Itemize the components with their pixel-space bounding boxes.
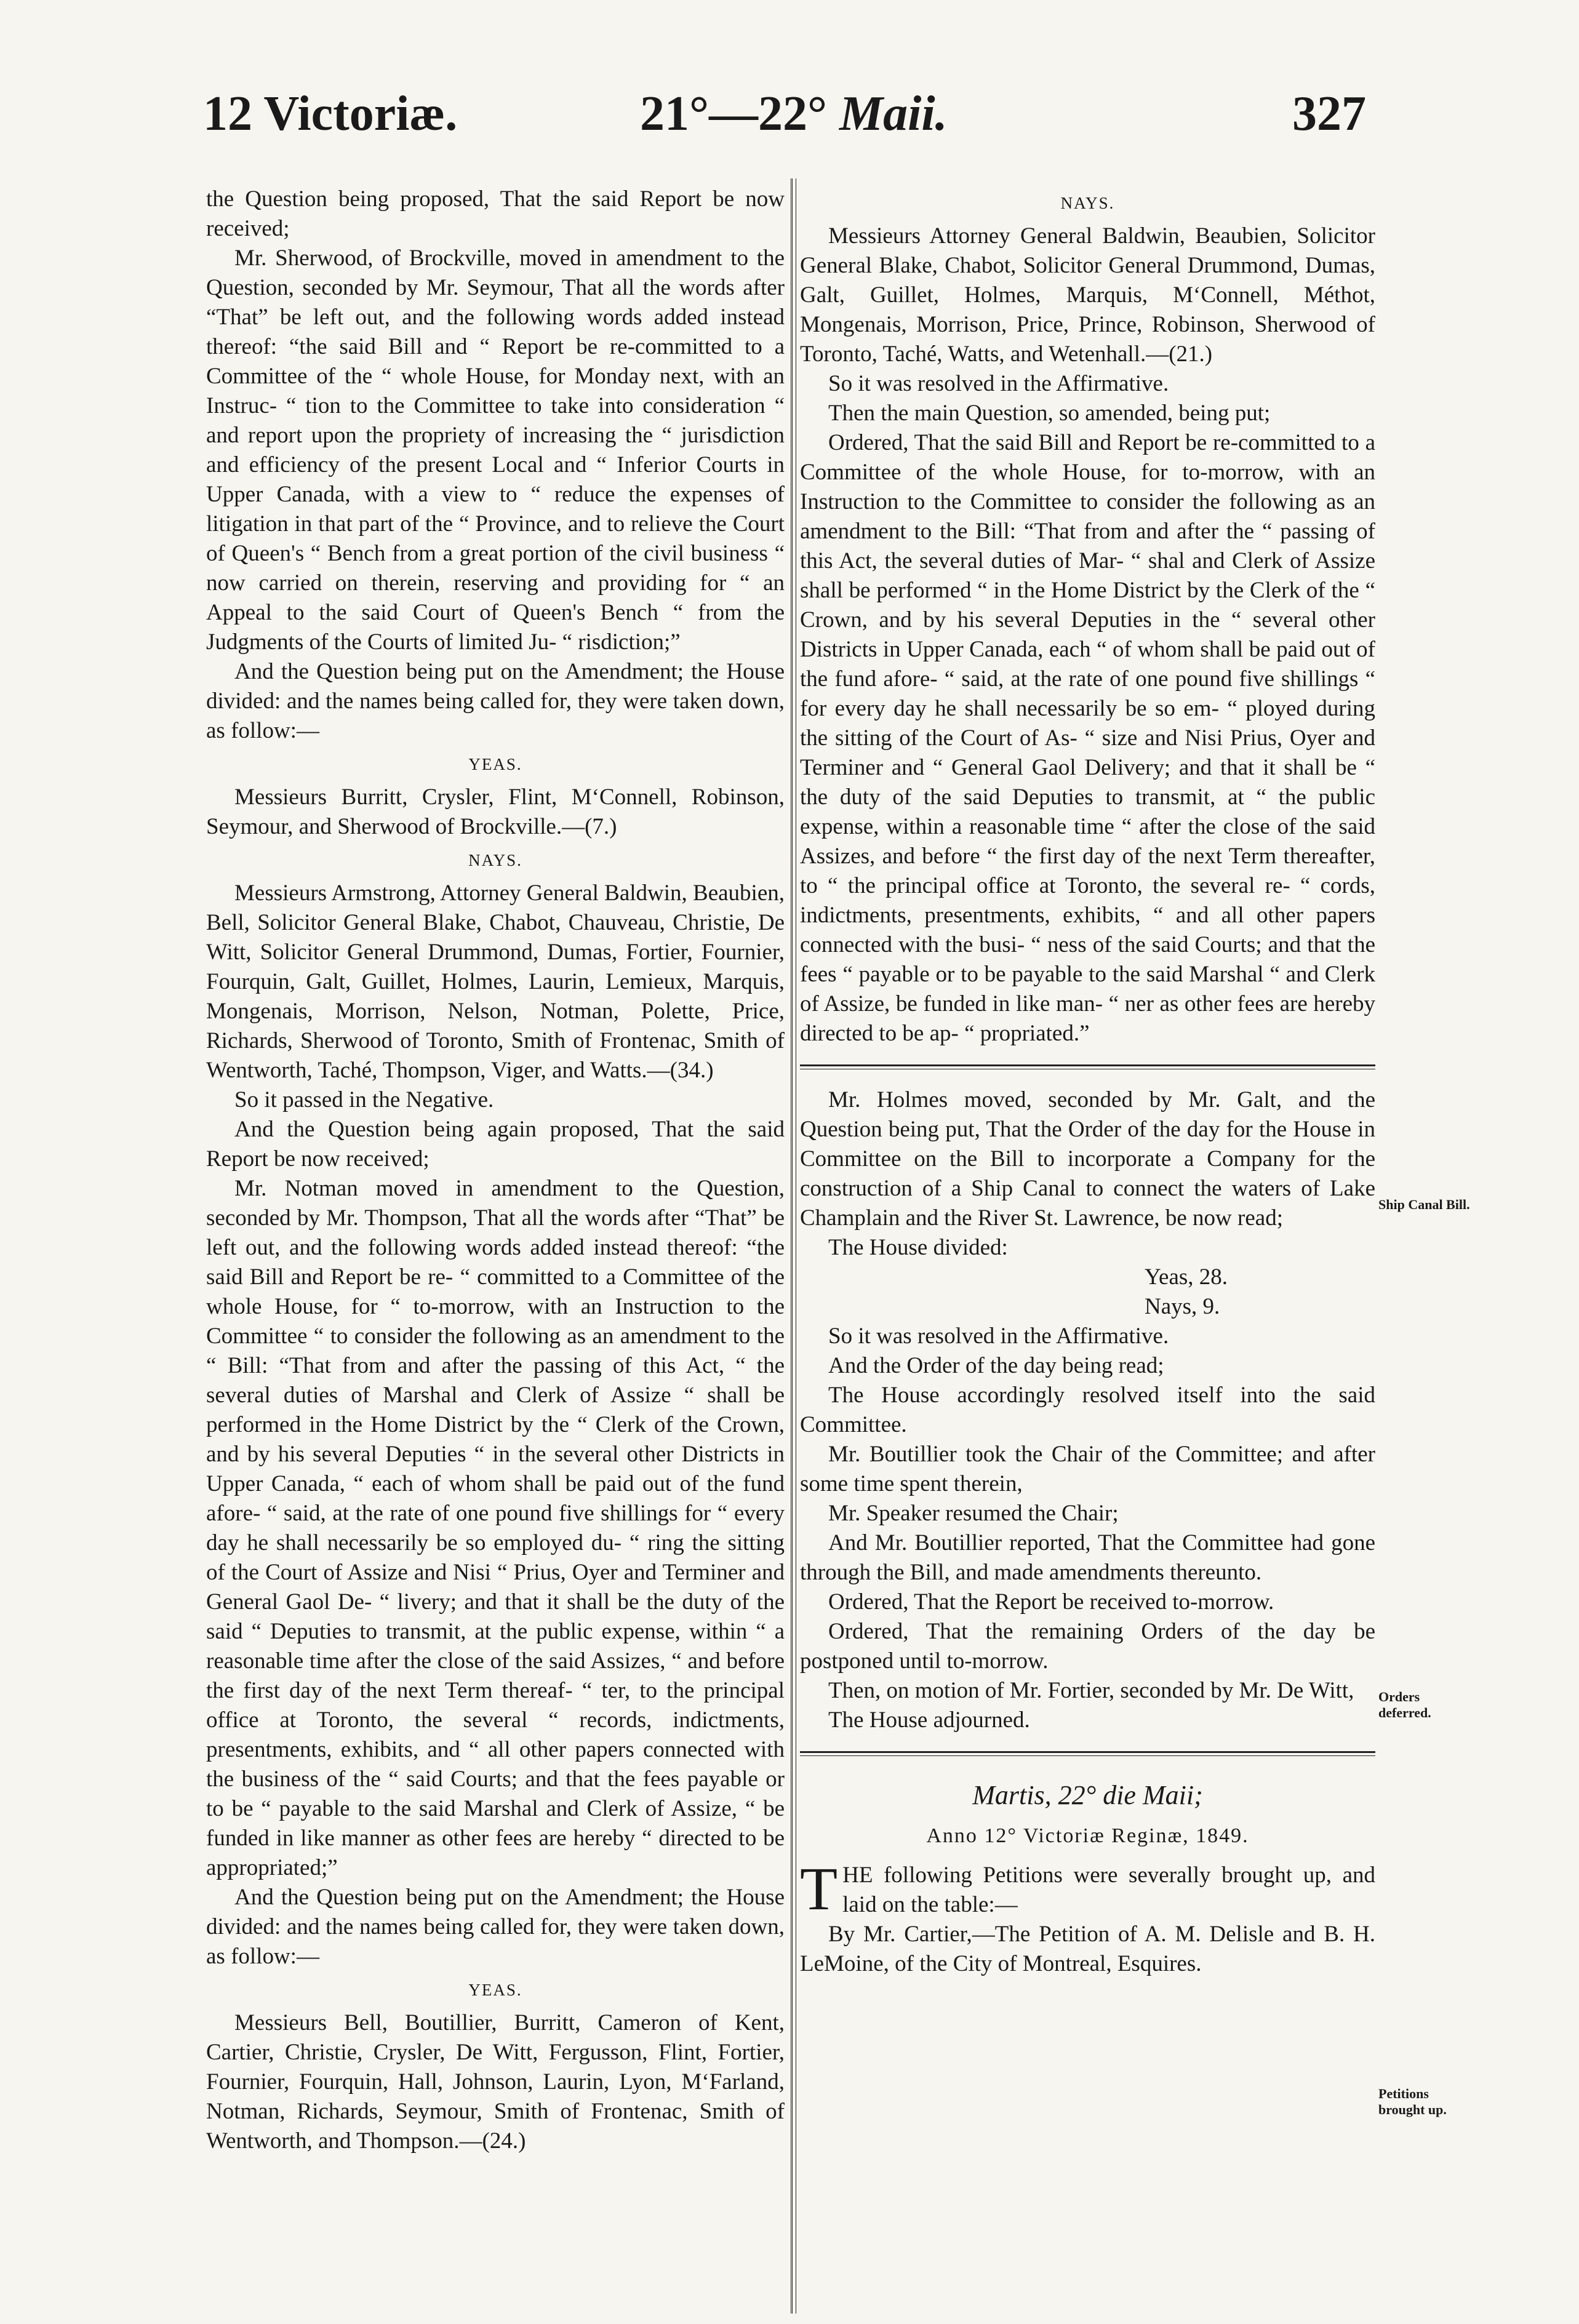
paragraph: Then the main Question, so amended, being put; bbox=[828, 401, 1271, 426]
paragraph: So it was resolved in the Affirmative. bbox=[828, 1324, 1169, 1349]
paragraph: Mr. Speaker resumed the Chair; bbox=[828, 1501, 1119, 1526]
page-header bbox=[203, 86, 1366, 154]
paragraph: The House adjourned. bbox=[828, 1707, 1030, 1733]
right-column bbox=[800, 185, 1375, 1979]
paragraph: By Mr. Cartier,—The Petition of A. M. Delisle and B. H. LeMoine, of the City of Montreal, Esquires. bbox=[800, 1922, 1375, 1976]
nays-heading: NAYS. bbox=[468, 851, 522, 869]
margin-note-orders-deferred: Orders deferred. bbox=[1378, 1689, 1431, 1720]
column-divider bbox=[791, 178, 796, 2314]
anno-heading: Anno 12° Victoriæ Reginæ, 1849. bbox=[926, 1824, 1249, 1847]
paragraph: Mr. Holmes moved, seconded by Mr. Galt, and the Question being put, That the Order of the day for the House in Committee on the Bill to incorporate a Company for the construction of a Ship Canal to connect the waters of Lake Champlain and the River St. Lawrence, be now read; bbox=[800, 1087, 1375, 1231]
paragraph: So it was resolved in the Affirmative. bbox=[828, 371, 1169, 396]
paragraph: Ordered, That the said Bill and Report be re-committed to a Committee of the whole House, for to-morrow, with an Instruction to the Committee to consider the following as an amendment to the Bill: “That from and after the “ passing of this Act, the several duties of Mar- “ shal and Clerk of Assize shall be performed “ in the Home District by the Clerk of the “ Crown, and by his several Deputies in the “ several other Districts in Upper Canada, each “ of whom shall be paid out of the fund afore- “ said, at the rate of one pound five shillings “ for every day he shall necessarily be so em- “ ployed during the sitting of the Court of As- “ size and Nisi Prius, Oyer and Terminer and “ General Gaol Delivery; and that it shall be “ the duty of the said Deputies to transmit, at “ the public expense, within a reasonable time “ after the close of the said Assizes, and before “ the first day of the next Term thereafter, to “ the principal office at Toronto, the several re- “ cords, indictments, presentments, exhibits, “ and all other papers connected with the busi- “ ness of the said Courts; and that the fees “ payable or to be payable to the said Marshal “ and Clerk of Assize, be funded in like man- “ ner as other fees are hereby directed to be ap- “ propriated.” bbox=[800, 430, 1375, 1046]
yeas-list: Messieurs Burritt, Crysler, Flint, M‘Connell, Robinson, Seymour, and Sherwood of Brockville.—(7.) bbox=[206, 785, 785, 839]
paragraph: And the Question being put on the Amendment; the House divided: and the names being called for, they were taken down, as follow:— bbox=[206, 659, 785, 743]
paragraph: The House divided: bbox=[828, 1235, 1008, 1260]
paragraph: Then, on motion of Mr. Fortier, seconded by Mr. De Witt, bbox=[828, 1678, 1354, 1703]
paragraph: Mr. Boutillier took the Chair of the Committee; and after some time spent therein, bbox=[800, 1442, 1375, 1496]
paragraph: Ordered, That the remaining Orders of the day be postponed until to-morrow. bbox=[800, 1619, 1375, 1674]
paragraph: And the Order of the day being read; bbox=[828, 1353, 1164, 1378]
margin-note-petitions: Petitions brought up. bbox=[1378, 2086, 1447, 2117]
yeas-heading: YEAS. bbox=[468, 1981, 522, 1999]
yeas-count: Yeas, 28. bbox=[1145, 1264, 1228, 1290]
paragraph: Mr. Sherwood, of Brockville, moved in amendment to the Question, seconded by Mr. Seymour, That all the words after “That” be left out, and the following words added instead thereof: “the said Bill and “ Report be re-committed to a Committee of the “ whole House, for Monday next, with an Instruc- “ tion to the Committee to take into consideration “ and report upon the propriety of increasing the “ jurisdiction and efficiency of the present Local and “ Inferior Courts in Upper Canada, with a view to “ reduce the expenses of litigation in that part of the “ Province, and to relieve the Court of Queen's “ Bench from a great portion of the civil business “ now carried on therein, reserving and providing for “ an Appeal to the said Court of Queen's Bench “ from the Judgments of the Courts of limited Ju- “ risdiction;” bbox=[206, 246, 785, 655]
paragraph: And the Question being again proposed, That the said Report be now received; bbox=[206, 1117, 785, 1172]
paragraph: The House accordingly resolved itself into the said Committee. bbox=[800, 1383, 1375, 1437]
page-number: 327 bbox=[1292, 87, 1366, 141]
petitions-intro: HE following Petitions were severally brought up, and laid on the table:— bbox=[842, 1863, 1375, 1917]
paragraph: So it passed in the Negative. bbox=[234, 1087, 494, 1112]
nays-heading: NAYS. bbox=[1060, 194, 1115, 212]
margin-note-ship-canal: Ship Canal Bill. bbox=[1378, 1197, 1470, 1212]
yeas-heading: YEAS. bbox=[468, 755, 522, 773]
paragraph: And the Question being put on the Amendment; the House divided: and the names being called for, they were taken down, as follow:— bbox=[206, 1885, 785, 1969]
section-rule bbox=[800, 1064, 1375, 1069]
nays-list: Messieurs Attorney General Baldwin, Beaubien, Solicitor General Blake, Chabot, Solicitor General Drummond, Dumas, Galt, Guillet, Holmes, Marquis, M‘Connell, Méthot, Mongenais, Morrison, Price, Prince, Robinson, Sherwood of Toronto, Taché, Watts, and Wetenhall.—(21.) bbox=[800, 223, 1375, 367]
paragraph: Ordered, That the Report be received to-morrow. bbox=[828, 1589, 1274, 1615]
yeas-list: Messieurs Bell, Boutillier, Burritt, Cameron of Kent, Cartier, Christie, Crysler, De Witt, Fergusson, Flint, Fortier, Fournier, Fourquin, Hall, Johnson, Laurin, Lyon, M‘Farland, Notman, Richards, Seymour, Smith of Frontenac, Smith of Wentworth, and Thompson.—(24.) bbox=[206, 2010, 785, 2154]
left-column bbox=[206, 185, 785, 2156]
section-rule bbox=[800, 1751, 1375, 1756]
nays-count: Nays, 9. bbox=[1145, 1294, 1220, 1319]
paragraph: And Mr. Boutillier reported, That the Committee had gone through the Bill, and made amendments thereunto. bbox=[800, 1530, 1375, 1585]
date-heading: Martis, 22° die Maii; bbox=[972, 1780, 1203, 1810]
header-regnal-year: 12 Victoriæ. bbox=[203, 87, 458, 141]
paragraph bbox=[800, 1855, 1375, 1923]
header-days: 21°—22° bbox=[640, 87, 827, 141]
drop-cap: T bbox=[800, 1855, 838, 1923]
nays-list: Messieurs Armstrong, Attorney General Baldwin, Beaubien, Bell, Solicitor General Blake, Chabot, Chauveau, Christie, De Witt, Solicitor General Drummond, Dumas, Fortier, Fournier, Fourquin, Galt, Guillet, Holmes, Laurin, Lemieux, Marquis, Mongenais, Morrison, Nelson, Notman, Polette, Price, Richards, Sherwood of Toronto, Smith of Frontenac, Smith of Wentworth, Taché, Thompson, Viger, and Watts.—(34.) bbox=[206, 880, 785, 1083]
paragraph: the Question being proposed, That the said Report be now received; bbox=[206, 186, 785, 241]
header-date bbox=[640, 86, 948, 142]
header-month: Maii. bbox=[839, 87, 948, 141]
paragraph: Mr. Notman moved in amendment to the Question, seconded by Mr. Thompson, That all the words after “That” be left out, and the following words added instead thereof: “the said Bill and Report be re- “ committed to a Committee of the whole House, for “ to-morrow, with an Instruction to the Committee “ to consider the following as an amendment to the “ Bill: “That from and after the passing of this Act, “ the several duties of Marshal and Clerk of Assize “ shall be performed in the Home District by the “ Clerk of the Crown, and by his several Deputies “ in the several other Districts in Upper Canada, “ each of whom shall be paid out of the fund afore- “ said, at the rate of one pound five shillings for “ every day he shall necessarily be so employed du- “ ring the sitting of the Court of Assize and Nisi “ Prius, Oyer and Terminer and General Gaol De- “ livery; and that it shall be the duty of the said “ Deputies to transmit, at the public expense, within “ a reasonable time after the close of the said Assizes, “ and before the first day of the next Term thereaf- “ ter, to the principal office at Toronto, the several “ records, indictments, presentments, exhibits, and “ all other papers connected with the business of the “ said Courts; and that the fees payable or to be “ payable to the said Marshal and Clerk of Assize, “ be funded in like manner as other fees are hereby “ directed to be appropriated;” bbox=[206, 1176, 785, 1880]
